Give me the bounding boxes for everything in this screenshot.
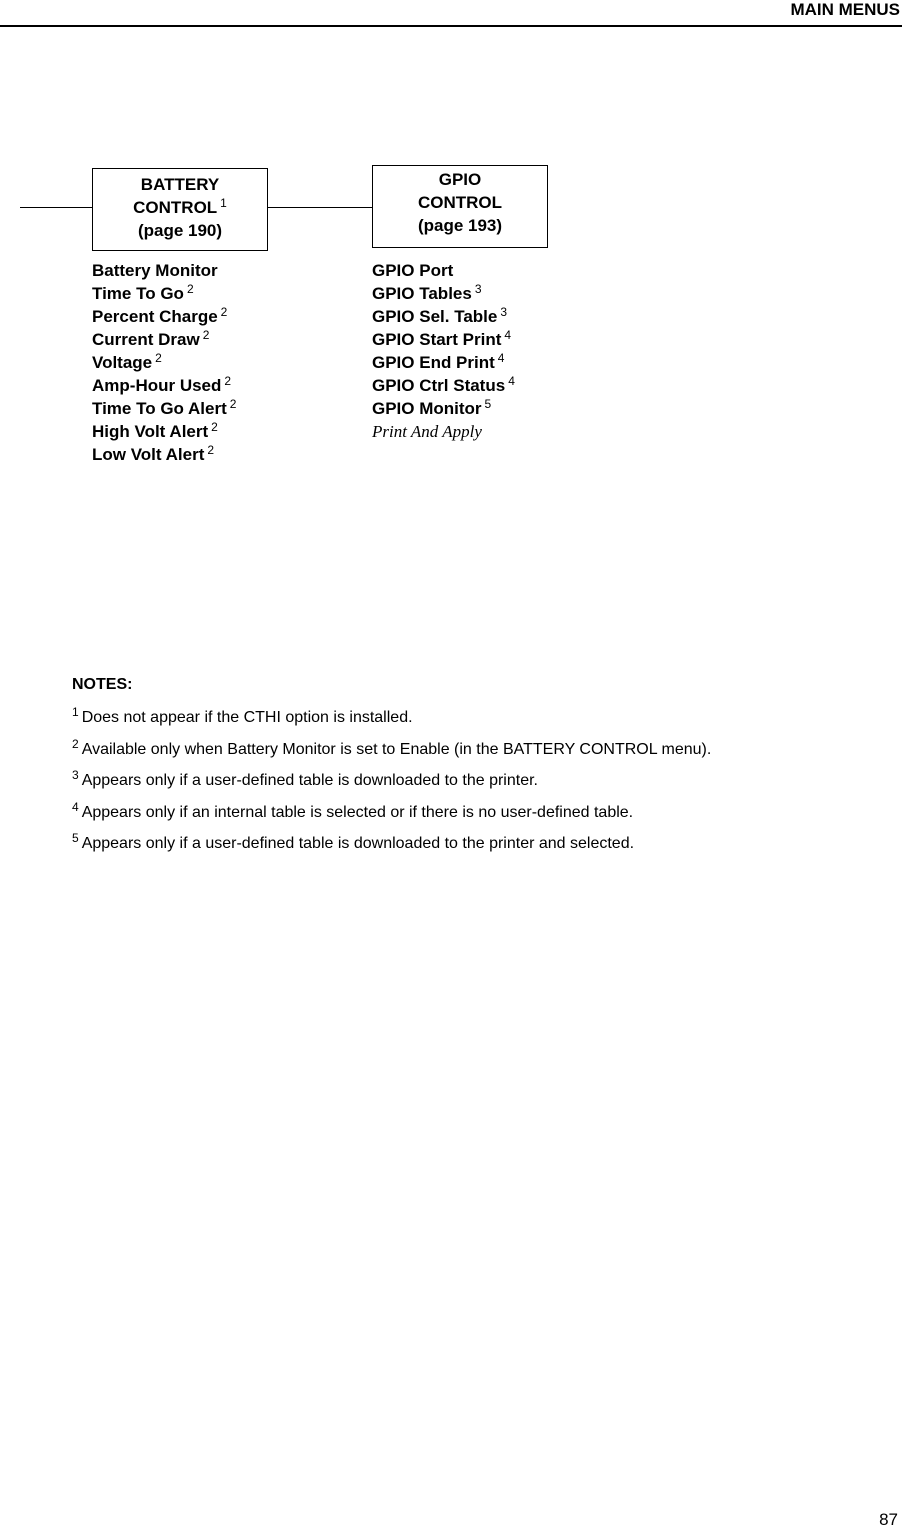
header-rule [0, 25, 902, 27]
menu-item [92, 374, 236, 397]
menu-item-label: GPIO Tables [372, 284, 472, 303]
note-item [72, 734, 711, 766]
menu-item-label: Print And Apply [372, 422, 482, 441]
footnote-ref: 2 [220, 305, 228, 319]
footnote-ref: 2 [202, 328, 210, 342]
note-text: Appears only if an internal table is selected or if there is no user-defined table. [81, 803, 634, 821]
menu-item-label: GPIO End Print [372, 353, 495, 372]
notes-section [72, 676, 711, 860]
menu-item [92, 328, 236, 351]
note-number: 1 [72, 705, 79, 719]
running-header: MAIN MENUS [790, 0, 900, 19]
footnote-ref: 4 [508, 374, 515, 388]
gpio-menu-items [372, 259, 515, 443]
note-text: Does not appear if the CTHI option is installed. [81, 709, 413, 726]
menu-item [92, 305, 236, 328]
note-number: 4 [72, 799, 79, 814]
page-ref: (page 193) [417, 216, 503, 235]
menu-item [92, 259, 236, 282]
menu-item [92, 420, 236, 443]
menu-item-label: GPIO Ctrl Status [372, 376, 506, 395]
menu-item [92, 443, 236, 466]
menu-item [372, 328, 515, 351]
note-item [72, 702, 711, 734]
footnote-ref: 2 [211, 420, 218, 434]
menu-item-label: Low Volt Alert [92, 445, 205, 464]
menu-item-label: Time To Go [92, 284, 184, 303]
gpio-control-box [372, 165, 548, 248]
menu-item-label: GPIO Sel. Table [372, 307, 498, 326]
menu-item [92, 397, 236, 420]
footnote-ref: 2 [229, 397, 237, 411]
footnote-ref: 2 [224, 374, 232, 388]
footnote-ref: 2 [155, 351, 162, 365]
note-item [72, 828, 711, 860]
footnote-ref: 4 [504, 328, 512, 342]
page-ref: (page 190) [137, 221, 223, 240]
note-number: 5 [72, 831, 79, 845]
footnote-ref: 5 [484, 397, 492, 411]
menu-item-label: Current Draw [92, 330, 200, 349]
note-item [72, 797, 711, 829]
notes-title: NOTES: [72, 676, 133, 693]
menu-item-label: Amp-Hour Used [92, 376, 222, 395]
box-line: BATTERY [140, 175, 220, 194]
footnote-ref: 3 [500, 305, 508, 319]
battery-menu-items [92, 259, 236, 466]
footnote-ref: 4 [497, 351, 505, 365]
menu-item [372, 351, 515, 374]
box-line: GPIO [438, 170, 482, 189]
note-item [72, 765, 711, 797]
menu-item-label: GPIO Monitor [372, 399, 482, 418]
menu-item-label: Time To Go Alert [92, 399, 227, 418]
menu-item [92, 351, 236, 374]
footnote-ref: 2 [207, 443, 215, 457]
menu-item [92, 282, 236, 305]
note-number: 3 [72, 768, 79, 782]
menu-item-label: Battery Monitor [92, 261, 218, 280]
menu-item [372, 305, 515, 328]
connector-line-left [20, 207, 92, 208]
menu-item-label: Voltage [92, 353, 153, 372]
menu-item [372, 259, 515, 282]
menu-item [372, 420, 515, 443]
footnote-ref: 1 [220, 196, 227, 210]
box-text: CONTROL [133, 198, 218, 217]
footnote-ref: 2 [186, 282, 194, 296]
page-number: 87 [879, 1510, 898, 1528]
menu-item-label: GPIO Port [372, 261, 454, 280]
menu-item [372, 397, 515, 420]
connector-line-middle [267, 207, 372, 208]
menu-item-label: Percent Charge [92, 307, 218, 326]
battery-control-box [92, 168, 268, 251]
note-number: 2 [72, 736, 79, 751]
note-text: Available only when Battery Monitor is set to Enable (in the BATTERY CONTROL menu). [81, 740, 712, 758]
note-text: Appears only if a user-defined table is downloaded to the printer and selected. [81, 835, 635, 852]
menu-item [372, 374, 515, 397]
menu-item-label: GPIO Start Print [372, 330, 502, 349]
box-line [93, 196, 267, 219]
note-text: Appears only if a user-defined table is downloaded to the printer. [81, 772, 538, 789]
footnote-ref: 3 [474, 282, 482, 296]
box-line: CONTROL [417, 193, 503, 212]
menu-item [372, 282, 515, 305]
menu-item-label: High Volt Alert [92, 422, 209, 441]
